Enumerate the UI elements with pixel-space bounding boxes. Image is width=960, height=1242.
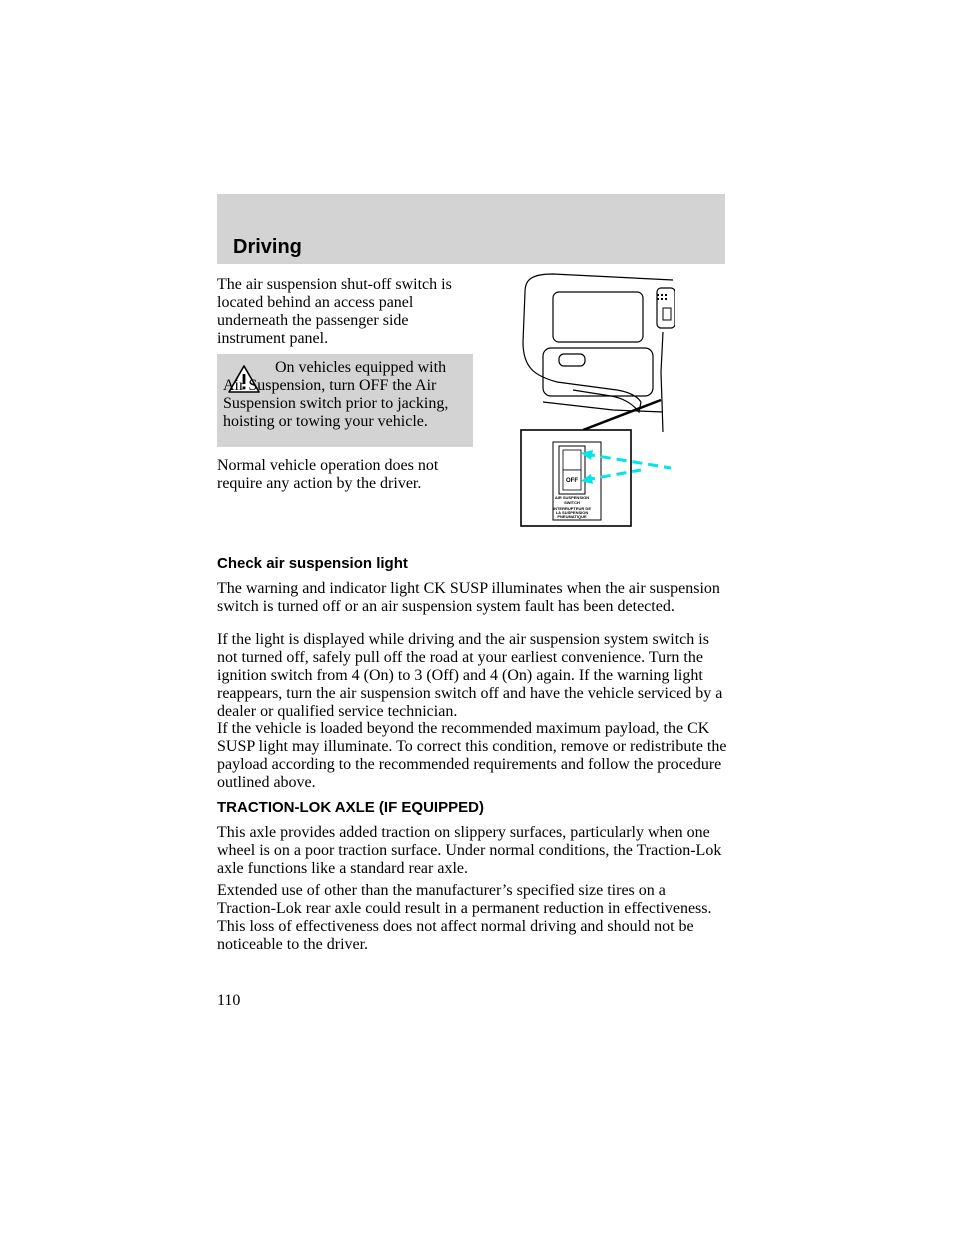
switch-panel bbox=[553, 442, 601, 520]
intro-paragraph: The air suspension shut-off switch is located behind an access panel underneath the passenger side instrument panel. bbox=[217, 276, 452, 347]
section-heading-traction-lok: TRACTION-LOK AXLE (IF EQUIPPED) bbox=[217, 799, 484, 816]
switch-label-fr-1: INTERRUPTEUR DE bbox=[552, 506, 592, 511]
switch-off-label: OFF bbox=[566, 478, 578, 484]
normal-operation-paragraph: Normal vehicle operation does not require any action by the driver. bbox=[217, 457, 439, 492]
paragraph: If the light is displayed while driving and the air suspension system switch is not turned off, safely pull off the road at your earliest convenience. Turn the ignition switch from 4 (On) to 3 (Off) and 4 (On) again. If the warning light reappears, turn the air suspension switch off and have the vehicle serviced by a dealer or qualified service technician. bbox=[217, 631, 723, 720]
paragraph: This axle provides added traction on slippery surfaces, particularly when one wheel is on a poor traction surface. Under normal conditions, the Traction-Lok axle functions like a standard rear axle. bbox=[217, 824, 722, 877]
paragraph: If the vehicle is loaded beyond the recommended maximum payload, the CK SUSP light may illuminate. To correct this condition, remove or redistribute the payload according to the recommended requirements and follow the procedure outlined above. bbox=[217, 720, 727, 791]
paragraph: The warning and indicator light CK SUSP illuminates when the air suspension switch is turned off or an air suspension system fault has been detected. bbox=[217, 580, 720, 615]
section-heading-check-air-suspension: Check air suspension light bbox=[217, 555, 408, 572]
page-number: 110 bbox=[217, 992, 241, 1009]
switch-label-fr-2: LA SUSPENSION bbox=[555, 510, 589, 515]
callout-leader-line bbox=[583, 400, 661, 430]
air-suspension-switch-illustration bbox=[513, 272, 675, 530]
vent-icon bbox=[657, 294, 671, 320]
warning-box bbox=[217, 354, 473, 447]
instrument-panel-drawing bbox=[523, 274, 675, 432]
paragraph: Extended use of other than the manufacturer’s specified size tires on a Traction-Lok rear axle could result in a permanent reduction in effectiveness. This loss of effectiveness does not affect normal driving and should not be noticeable to the driver. bbox=[217, 882, 712, 953]
switch-label-en-2: SWITCH bbox=[564, 500, 580, 505]
section-header-bar bbox=[217, 194, 725, 264]
warning-text: On vehicles equipped with Air Suspension, turn OFF the Air Suspension switch prior to jacking, hoisting or towing your vehicle. bbox=[223, 359, 449, 430]
switch-label-en-1: AIR SUSPENSION bbox=[554, 495, 590, 500]
switch-label-fr-3: PNEUMATIQUE bbox=[557, 514, 587, 519]
section-title: Driving bbox=[233, 236, 302, 258]
